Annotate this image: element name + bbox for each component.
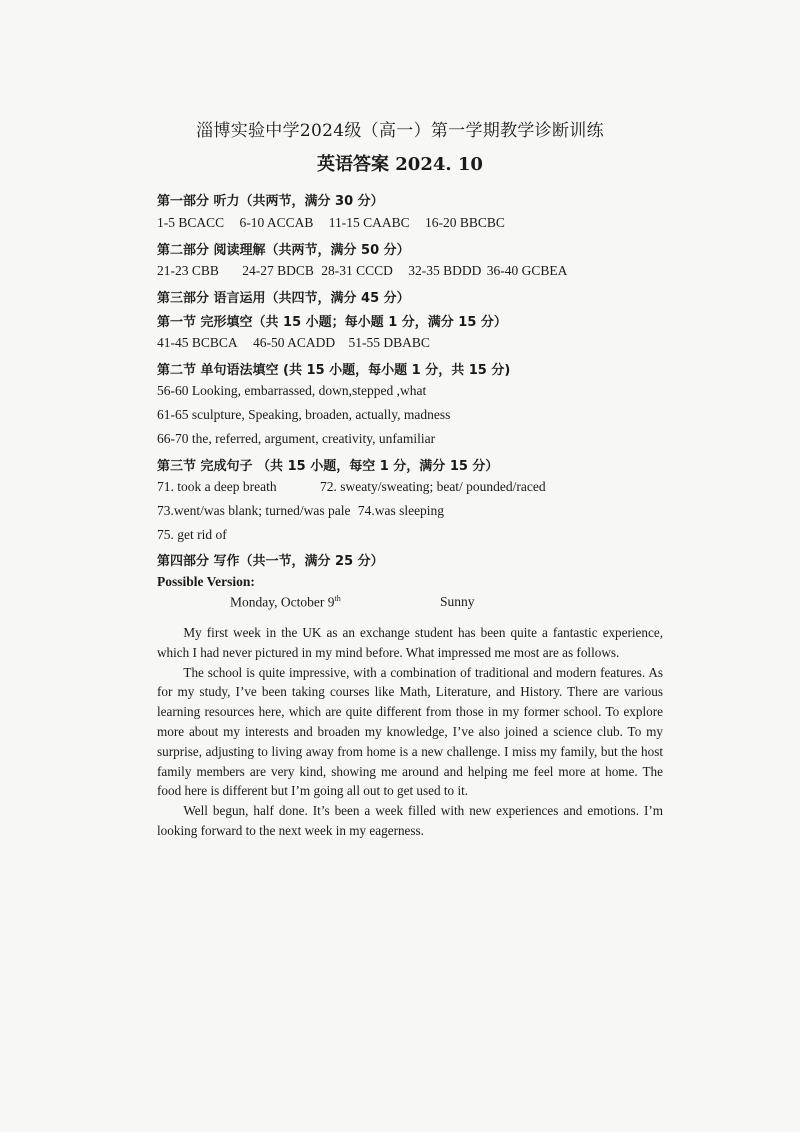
answer-71-72 (157, 479, 546, 495)
answer-32-35: 32-35 BDDD (408, 263, 482, 278)
answer-24-27: 24-27 BDCB (242, 263, 314, 278)
part1-answers (157, 215, 505, 231)
essay-paragraph-2: The school is quite impressive, with a combination of traditional and modern features. As for my study, I’ve been taking courses like Math, Literature, and History. There are various learning resources here, which are quite different from those in my former school. To explore more about my interests and broaden my knowledge, I’ve also joined a science club. To my surprise, adjusting to living away from home is a new challenge. I miss my family, but the host family members are very kind, showing me around and helping me feel more at home. The food here is different but I’m going all out to get used to it. (157, 664, 663, 799)
answer-56-60: 56-60 Looking, embarrassed, down,stepped ,what (157, 383, 427, 398)
diary-date-text: Monday, October 9 (230, 594, 335, 610)
answer-61-65: 61-65 sculpture, Speaking, broaden, actually, madness (157, 407, 451, 422)
answer-11-15: 11-15 CAABC (328, 215, 410, 230)
essay-paragraph-3: Well begun, half done. It’s been a week filled with new experiences and emotions. I’m looking forward to the next week in my eagerness. (157, 803, 663, 838)
part3-section2-heading: 第二节 单句语法填空 (共 15 小题，每小题 1 分，共 15 分) (157, 363, 511, 378)
answer-46-50: 46-50 ACADD (253, 335, 336, 350)
answer-1-5: 1-5 BCACC (157, 215, 225, 230)
document-title: 淄博实验中学2024级（高一）第一学期教学诊断训练 (196, 121, 604, 141)
answer-36-40: 36-40 GCBEA (486, 263, 568, 278)
diary-date (230, 594, 341, 611)
part3-heading: 第三部分 语言运用（共四节，满分 45 分） (157, 291, 410, 306)
part2-heading: 第二部分 阅读理解（共两节，满分 50 分） (157, 243, 410, 258)
possible-version-label: Possible Version: (157, 574, 255, 589)
answer-66-70: 66-70 the, referred, argument, creativity, unfamiliar (157, 431, 436, 446)
answer-16-20: 16-20 BBCBC (425, 215, 505, 230)
answer-71: 71. took a deep breath (157, 479, 277, 494)
essay-body (157, 623, 663, 841)
part3-section1-answers (157, 335, 430, 351)
diary-weather: Sunny (440, 594, 475, 609)
answer-6-10: 6-10 ACCAB (239, 215, 314, 230)
answer-21-23: 21-23 CBB (157, 263, 219, 278)
answer-51-55: 51-55 DBABC (348, 335, 430, 350)
answer-73-74 (157, 503, 444, 519)
answer-72: 72. sweaty/sweating; beat/ pounded/raced (319, 479, 546, 494)
answer-41-45: 41-45 BCBCA (157, 335, 238, 350)
answer-75: 75. get rid of (157, 527, 227, 542)
answer-28-31: 28-31 CCCD (321, 263, 393, 278)
part1-heading: 第一部分 听力（共两节，满分 30 分） (157, 194, 384, 209)
part2-answers (157, 263, 567, 279)
document-subtitle: 英语答案 2024. 10 (317, 154, 483, 175)
part4-heading: 第四部分 写作（共一节，满分 25 分） (157, 554, 384, 569)
part3-section1-heading: 第一节 完形填空（共 15 小题；每小题 1 分，满分 15 分） (157, 315, 507, 330)
essay-paragraph-1: My first week in the UK as an exchange student has been quite a fantastic experience, which I had never pictured in my mind before. What impressed me most are as follows. (157, 625, 663, 660)
answer-73: 73.went/was blank; turned/was pale (157, 503, 351, 518)
part3-section3-heading: 第三节 完成句子 （共 15 小题，每空 1 分，满分 15 分） (157, 459, 499, 474)
diary-date-suffix: th (334, 594, 341, 603)
answer-74: 74.was sleeping (357, 503, 445, 518)
